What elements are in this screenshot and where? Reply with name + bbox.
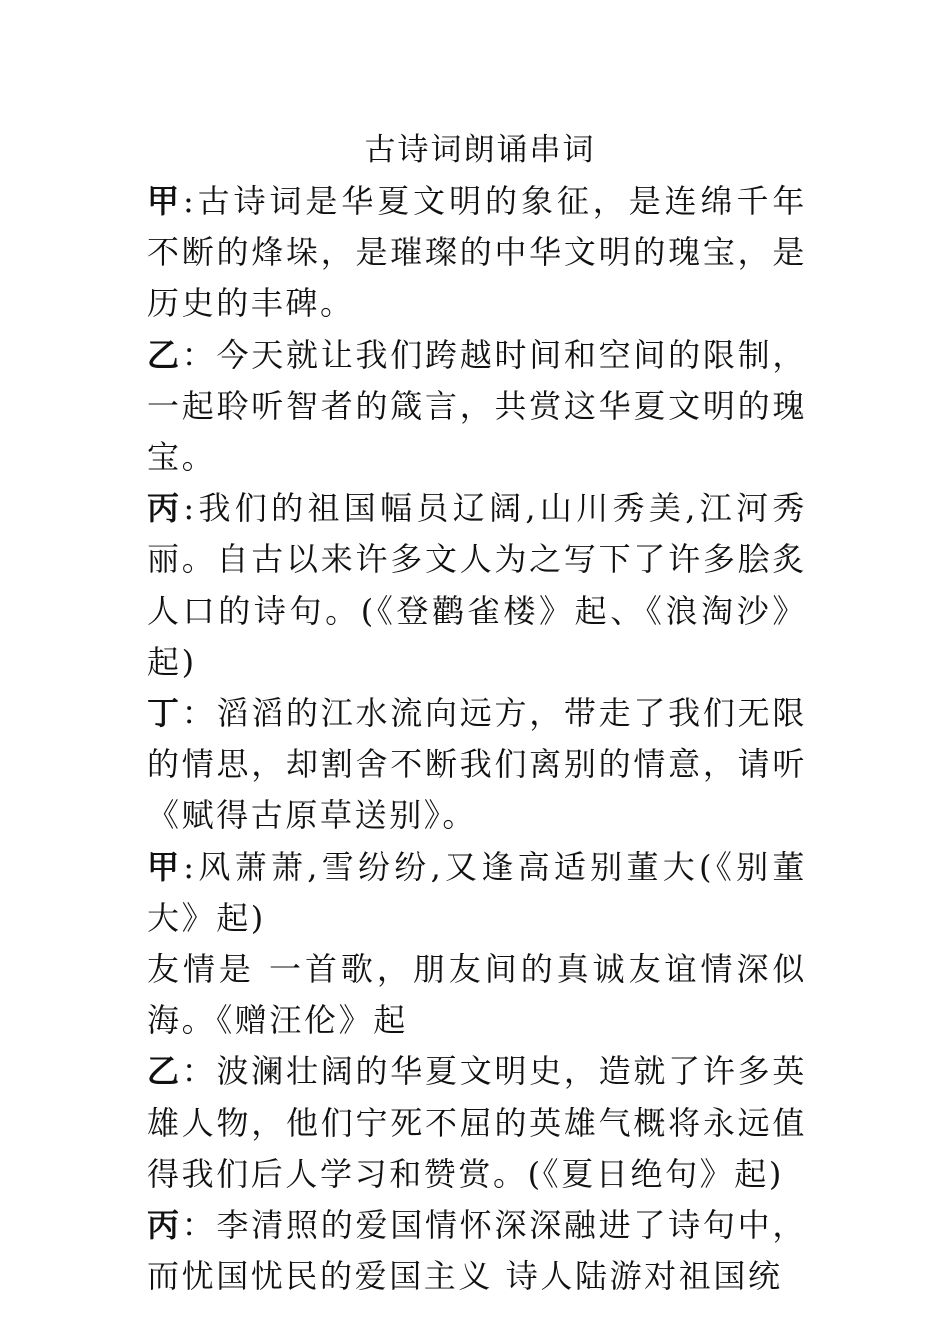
speaker-label: 丙 — [147, 489, 184, 528]
speaker-label: 丁 — [147, 694, 182, 733]
paragraph — [147, 842, 807, 944]
paragraph — [147, 688, 807, 842]
paragraph — [147, 944, 807, 1046]
paragraph-text: 李清照的爱国情怀深深融进了诗句中，而忧国忧民的爱国主义 诗人陆游对祖国统 — [147, 1206, 807, 1296]
paragraph — [147, 483, 807, 688]
paragraph — [147, 176, 807, 330]
document-body — [147, 176, 807, 1302]
paragraph-text: 我们的祖国幅员辽阔,山川秀美,江河秀丽。自古以来许多文人为之写下了许多脍炙人口的诗句。(《登鹳雀楼》起、《浪淘沙》起) — [147, 489, 807, 681]
paragraph-text: 波澜壮阔的华夏文明史，造就了许多英雄人物，他们宁死不屈的英雄气概将永远值得我们后人学习和赞赏。(《夏日绝句》起) — [147, 1052, 807, 1193]
paragraph-text: 风萧萧,雪纷纷,又逢高适别董大(《别董大》起) — [147, 847, 807, 937]
speaker-separator: ： — [181, 335, 217, 374]
speaker-label: 甲 — [147, 847, 184, 886]
paragraph-text: 古诗词是华夏文明的象征，是连绵千年不断的烽垛，是璀璨的中华文明的瑰宝，是历史的丰碑。 — [147, 182, 808, 323]
speaker-separator: ： — [181, 1052, 217, 1091]
speaker-separator: ： — [181, 694, 217, 733]
speaker-label: 甲 — [147, 182, 183, 220]
paragraph-text: 滔滔的江水流向远方，带走了我们无限的情思，却割舍不断我们离别的情意，请听《赋得古原草送别》。 — [147, 694, 807, 835]
speaker-separator: : — [183, 489, 197, 528]
paragraph — [147, 330, 807, 484]
speaker-label: 丙 — [147, 1206, 182, 1245]
paragraph — [147, 1046, 807, 1200]
speaker-label: 乙 — [147, 335, 182, 374]
speaker-separator: ： — [181, 1206, 217, 1245]
document-title: 古诗词朗诵串词 — [364, 132, 596, 168]
paragraph — [147, 1200, 807, 1302]
speaker-separator: : — [182, 182, 197, 220]
speaker-label: 乙 — [147, 1052, 182, 1091]
speaker-separator: : — [183, 847, 197, 886]
paragraph-text: 今天就让我们跨越时间和空间的限制，一起聆听智者的箴言，共赏这华夏文明的瑰宝。 — [147, 335, 807, 477]
paragraph-text: 友情是 一首歌，朋友间的真诚友谊情深似海。《赠汪伦》起 — [147, 950, 807, 1040]
